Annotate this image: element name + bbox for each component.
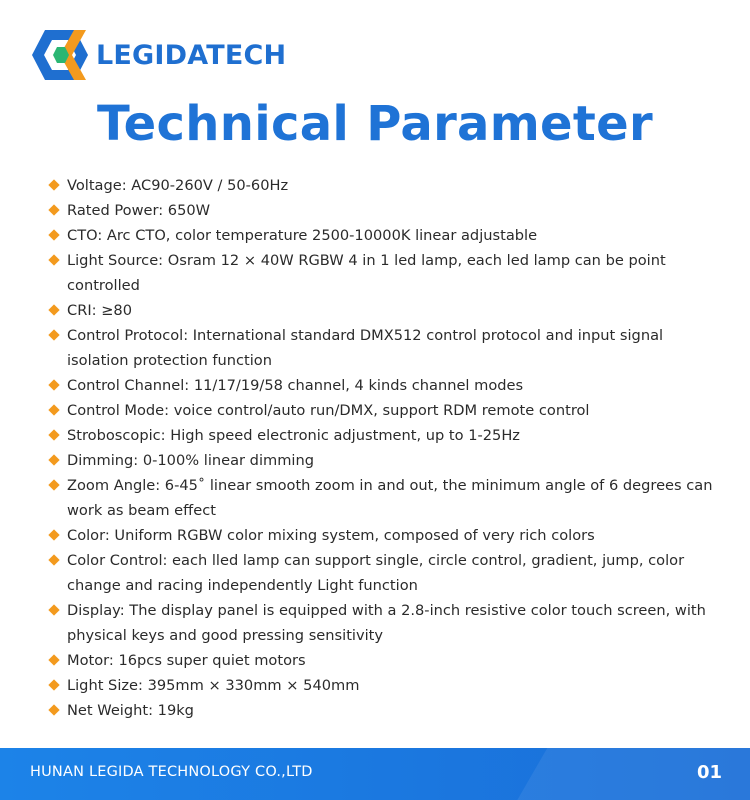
footer-bar xyxy=(0,748,750,800)
orange-diamond-icon xyxy=(48,179,59,190)
parameter-text: Color Control: each lled lamp can support single, circle control, gradient, jump, color change and racing independently Light function xyxy=(67,552,685,594)
parameter-item xyxy=(48,673,718,698)
parameter-item xyxy=(48,523,718,548)
orange-diamond-icon xyxy=(48,429,59,440)
parameter-text: Control Protocol: International standard DMX512 control protocol and input signal isolation protection function xyxy=(67,327,664,369)
parameter-text: Rated Power: 650W xyxy=(67,202,211,219)
brand-name: LEGIDATECH xyxy=(96,39,287,71)
parameter-item xyxy=(48,648,718,673)
orange-diamond-icon xyxy=(48,479,59,490)
orange-diamond-icon xyxy=(48,229,59,240)
parameter-item xyxy=(48,398,718,423)
parameter-text: CRI: ≥80 xyxy=(67,302,132,319)
parameter-item xyxy=(48,373,718,398)
orange-diamond-icon xyxy=(48,404,59,415)
parameter-text: Net Weight: 19kg xyxy=(67,702,194,719)
parameter-item xyxy=(48,173,718,198)
parameter-item xyxy=(48,448,718,473)
parameter-item xyxy=(48,298,718,323)
orange-diamond-icon xyxy=(48,529,59,540)
parameter-text: CTO: Arc CTO, color temperature 2500-10000K linear adjustable xyxy=(67,227,538,244)
orange-diamond-icon xyxy=(48,679,59,690)
parameter-item xyxy=(48,698,718,723)
parameter-item xyxy=(48,323,718,373)
orange-diamond-icon xyxy=(48,254,59,265)
parameter-item xyxy=(48,198,718,223)
hexagon-logo-icon xyxy=(30,27,90,83)
parameter-text: Control Mode: voice control/auto run/DMX, support RDM remote control xyxy=(67,402,590,419)
orange-diamond-icon xyxy=(48,454,59,465)
parameter-text: Motor: 16pcs super quiet motors xyxy=(67,652,306,669)
parameter-item xyxy=(48,223,718,248)
parameter-text: Light Size: 395mm × 330mm × 540mm xyxy=(67,677,360,694)
parameter-text: Dimming: 0-100% linear dimming xyxy=(67,452,314,469)
parameter-item xyxy=(48,598,718,648)
parameter-text: Zoom Angle: 6-45˚ linear smooth zoom in and out, the minimum angle of 6 degrees can work as beam effect xyxy=(67,477,713,519)
parameter-text: Stroboscopic: High speed electronic adjustment, up to 1-25Hz xyxy=(67,427,520,444)
orange-diamond-icon xyxy=(48,654,59,665)
orange-diamond-icon xyxy=(48,379,59,390)
parameter-text: Color: Uniform RGBW color mixing system, composed of very rich colors xyxy=(67,527,595,544)
parameter-text: Light Source: Osram 12 × 40W RGBW 4 in 1 led lamp, each led lamp can be point controlled xyxy=(67,252,666,294)
orange-diamond-icon xyxy=(48,554,59,565)
footer-company-name: HUNAN LEGIDA TECHNOLOGY CO.,LTD xyxy=(30,764,313,780)
orange-diamond-icon xyxy=(48,604,59,615)
parameter-item xyxy=(48,548,718,598)
orange-diamond-icon xyxy=(48,304,59,315)
orange-diamond-icon xyxy=(48,204,59,215)
parameter-item xyxy=(48,423,718,448)
page-number: 01 xyxy=(696,762,722,783)
parameter-text: Voltage: AC90-260V / 50-60Hz xyxy=(67,177,289,194)
brand-logo xyxy=(30,27,286,83)
orange-diamond-icon xyxy=(48,329,59,340)
orange-diamond-icon xyxy=(48,704,59,715)
parameter-item xyxy=(48,248,718,298)
parameter-item xyxy=(48,473,718,523)
parameter-text: Control Channel: 11/17/19/58 channel, 4 kinds channel modes xyxy=(67,377,524,394)
page-title: Technical Parameter xyxy=(97,96,653,152)
parameter-text: Display: The display panel is equipped with a 2.8-inch resistive color touch screen, with physical keys and good pressing sensitivity xyxy=(67,602,706,644)
parameter-list xyxy=(48,173,718,723)
